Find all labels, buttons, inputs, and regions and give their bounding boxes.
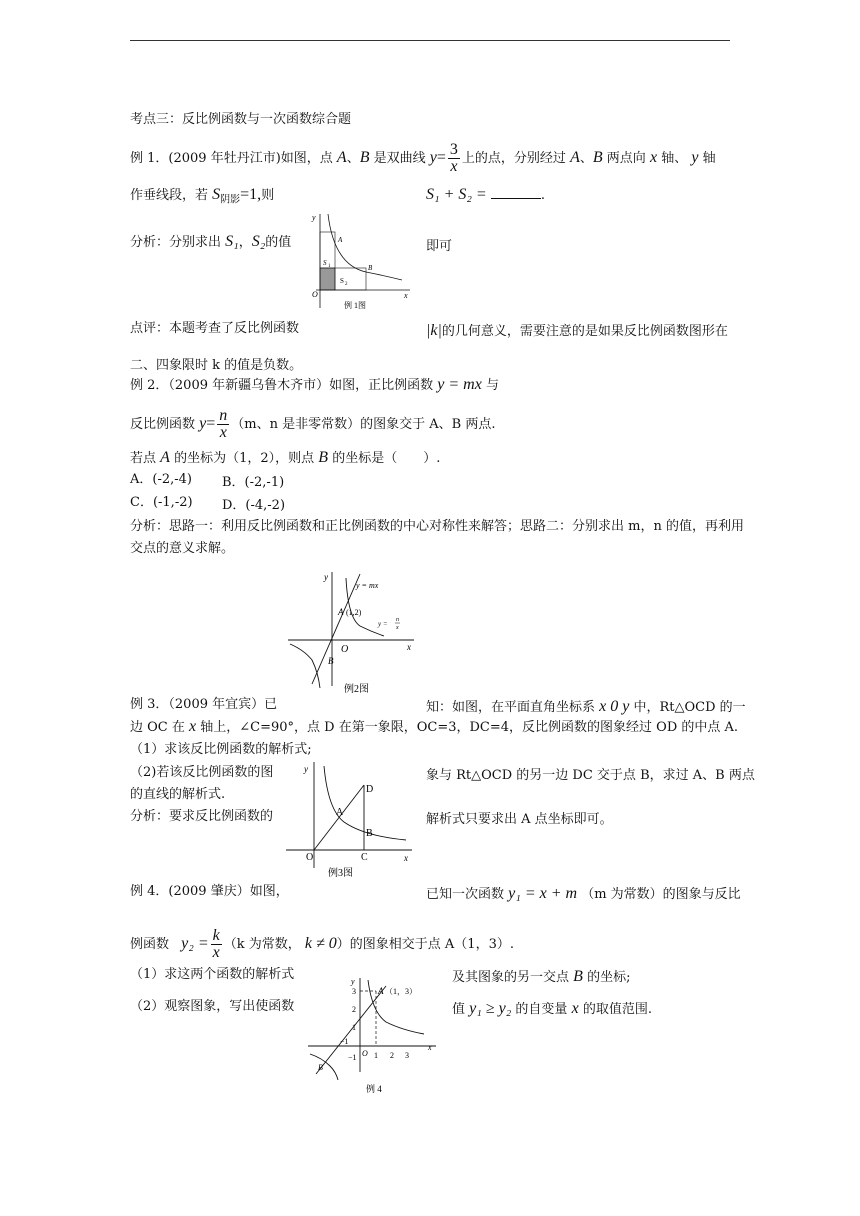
ex1-text: 轴 [702,151,716,166]
ex2-figure [286,568,420,696]
ex2-fig-point-label: (1,2) [346,608,362,617]
ex4-fig-a-label: A [378,986,384,996]
ex4-var-x: x [571,1000,579,1017]
ex3-analysis-right: 解析式只要求出 A 点坐标即可。 [426,812,613,827]
ex3-coord-system: x 0 y [599,698,630,715]
ex2-line1 [130,376,499,395]
ex4-figure [306,972,446,1096]
ex2-analysis2: 交点的意义求解。 [130,541,235,556]
ex2-fig-caption: 例2图 [344,684,369,695]
ex2-eq2-eq: = [206,415,216,432]
ex2-fig-b-label: B [328,656,334,666]
ex4-frac-den: x [212,944,220,961]
ex3-text: 例 3．（2009 年宜宾）已 [130,697,278,712]
ex4-fig-tick-y2: 2 [352,1005,356,1014]
ex2-line2 [130,408,495,441]
ex3-line2 [130,718,738,737]
ex1-point-b: B [592,149,603,166]
ex3-analysis: 分析：要求反比例函数的 [130,809,274,824]
ex1-point-a: A [570,149,580,166]
ex1-axis-x: x [649,149,658,166]
ex2-option-c: C．(-1,-2) [130,495,193,510]
ex4-text: 例函数 [130,937,170,952]
ex4-fig-x-label: x [428,1043,432,1052]
ex1-s2: S₂ [251,233,266,250]
ex2-fraction [217,408,229,441]
ex2-fig-a-label: A [338,607,344,617]
ex3-fig-caption: 例3图 [328,868,353,879]
ex2-option-a: A．(-2,-4) [130,472,192,487]
ex1-fig-b-label: B [368,264,373,272]
ex4-condition: k ≠ 0 [304,935,337,952]
ex2-text: 与 [485,378,499,393]
ex2-fig-line-label: y = mx [356,581,379,590]
ex2-frac-den: x [219,424,227,441]
ex3-text: 中，Rt△OCD 的一 [633,700,746,715]
ex4-q2: （2）观察图象，写出使函数 [130,999,295,1014]
ex4-fig-y-label: y [351,977,355,986]
ex4-eq1: y₁ = x + m [508,885,578,902]
ex1-point-b: B [359,149,370,166]
ex4-inequality: y₁ ≥ y₂ [469,1000,512,1017]
ex3-q2: （2)若该反比例函数的图 [130,765,274,780]
ex1-comment-b [426,320,728,340]
ex2-text: 例 2．（2009 年新疆乌鲁木齐市）如图，正比例函数 [130,378,434,393]
ex4-fig-tick-x2: 2 [390,1051,394,1060]
ex4-fig-tick-xm1: −1 [340,1037,349,1046]
ex1-s1: S₁ [225,233,239,250]
ex1-text: 分析：分别求出 [130,235,222,250]
ex1-text: 两点向 [606,151,646,166]
ex1-fig-x-label: x [404,291,408,300]
ex1-fig-s1-sub: 1 [328,264,331,269]
ex1-frac-num: 3 [449,141,458,158]
ex3-fig-origin-label: O [306,852,314,863]
ex4-fig-tick-x3: 3 [405,1051,409,1060]
ex1-fig-s1-label: S [323,259,327,267]
ex4-point-b: B [573,968,583,985]
ex4-line1: 例 4．(2009 肇庆）如图， [130,884,289,899]
ex4-text: 的取值范围. [582,1002,652,1017]
ex1-fig-caption: 例 1图 [344,301,366,310]
ex4-text: ）的图象相交于点 A（1，3）. [336,937,514,952]
ex1-analysis [130,233,291,252]
ex1-text: 上的点，分别经过 [461,151,566,166]
ex4-fig-origin-label: O [362,1049,368,1058]
ex2-analysis1: 分析：思路一：利用反比例函数和正比例函数的中心对称性来解答；思路二：分别求出 m，n 的值，再利用 [130,519,744,534]
ex1-axis-y: y [691,149,699,166]
ex1-comment-c: 二、四象限时 k 的值是负数。 [130,358,303,373]
ex4-fig-tick-y3: 3 [352,987,356,996]
ex4-line2 [130,928,514,961]
ex1-fig-s2-sub: 2 [345,282,348,287]
ex1-k-abs: |k| [426,322,442,339]
ex1-fraction [448,142,460,175]
ex2-fig-x-label: x [407,642,411,652]
ex4-fig-caption: 例 4 [366,1084,382,1094]
ex1-fig-origin-label: O [312,290,318,299]
ex2-text: 的坐标是（ ）. [332,451,441,466]
ex1-text: 作垂线段，若 [130,188,209,203]
ex4-text: （m 为常数）的图象与反比 [581,887,741,902]
ex2-fig-curve-num: n [396,617,399,623]
ex1-frac-den: x [450,158,458,175]
ex1-comma: ， [238,235,252,250]
ex1-eq: = [436,149,446,166]
ex4-text: （k 为常数， [223,937,301,952]
ex1-text: 的几何意义，需要注意的是如果反比例函数图形在 [441,324,728,339]
ex1-period: . [540,188,545,203]
ex1-fig-s2-label: S [340,277,344,285]
ex4-q2-right [452,998,652,1018]
ex2-text: 反比例函数 [130,417,196,432]
ex3-text: 轴上，∠C=90°，点 D 在第一象限，OC=3，DC=4，反比例函数的图象经过 OD 的中点 A. [200,720,739,735]
ex4-frac-num: k [212,927,220,944]
ex2-text: 的坐标为（1，2），则点 [174,451,315,466]
ex4-fig-tick-ym1: −1 [348,1053,357,1062]
ex1-s-shadow-val: =1, [240,186,262,203]
ex1-text: 则 [261,188,275,203]
ex4-fig-b-label: B [318,1063,323,1072]
section-title: 考点三：反比例函数与一次函数综合题 [130,112,352,127]
ex1-fig-y-label: y [312,213,316,222]
ex1-text: 的值 [265,235,292,250]
ex3-text: 边 OC 在 [130,720,185,735]
ex4-text: 值 [452,1002,466,1017]
ex4-eq2-y: y₂ = [181,935,209,952]
ex4-line1-right [426,883,741,903]
ex1-line1 [130,142,716,175]
ex1-comment [130,320,299,338]
ex2-text: （m、n 是非零常数）的图象交于 A、B 两点. [231,417,496,432]
ex3-fig-d-label: D [366,784,374,795]
ex2-frac-num: n [219,407,228,424]
ex2-option-d: D．(-4,-2) [222,498,286,513]
header-rule [130,40,730,41]
ex1-sum [426,186,545,204]
ex4-text: 的自变量 [515,1002,568,1017]
ex1-text: 例 1．(2009 年牡丹江市)如图，点 [130,151,333,166]
ex3-line1-right [426,696,746,716]
ex2-fig-curve-den: x [396,625,399,631]
ex4-q1: （1）求这两个函数的解析式 [130,967,295,982]
ex1-text: 是双曲线 [373,151,426,166]
ex2-text: 若点 [130,451,157,466]
ex1-sep: 、 [579,151,593,166]
ex3-line1 [130,696,277,714]
ex1-sum-expr: S₁ + S₂ = [426,186,487,203]
ex1-analysis-end: 即可 [426,239,453,254]
ex2-eq1: y = mx [437,376,482,393]
ex3-fig-b-label: B [366,828,373,839]
ex4-text: 及其图象的另一交点 [452,970,570,985]
ex1-s-shadow: S [212,186,221,203]
ex2-option-b: B．(-2,-1) [222,475,285,490]
ex3-q1: （1）求该反比例函数的解析式; [130,742,312,757]
ex2-fig-origin-label: O [341,644,349,655]
ex1-figure [306,210,416,314]
ex1-fig-a-label: A [338,236,343,244]
ex2-fig-y-label: y [324,572,328,582]
ex3-fig-x-label: x [404,853,408,863]
ex1-answer-blank [491,186,541,199]
ex2-fig-curve-label: y = [378,620,388,628]
ex1-sep: 、 [346,151,360,166]
ex3-fig-a-label: A [336,807,344,818]
ex1-curve-y: y [429,149,437,166]
ex4-text: 的坐标; [587,970,631,985]
ex4-fig-tick-x1: 1 [374,1051,378,1060]
ex1-s-shadow-sub: 阴影 [220,194,241,206]
ex3-q2-right: 象与 Rt△OCD 的另一边 DC 交于点 B，求过 A、B 两点 [426,768,755,783]
ex4-fig-tick-y1: 1 [352,1023,356,1032]
ex3-text: 知：如图，在平面直角坐标系 [426,700,596,715]
ex2-line3 [130,449,440,468]
ex4-fig-point-label: （1，3） [385,987,417,996]
ex4-fraction [211,928,222,961]
ex3-fig-y-label: y [304,764,308,774]
ex2-point-a: A [160,449,170,466]
ex2-point-b: B [318,449,329,466]
ex4-text: 已知一次函数 [426,887,505,902]
ex1-text: 轴、 [661,151,688,166]
ex3-figure [284,760,416,886]
ex3-q2-end: 的直线的解析式. [130,787,226,802]
ex3-fig-c-label: C [361,852,368,863]
ex1-point-a: A [336,149,347,166]
ex3-axis-x: x [189,718,197,735]
ex1-text: 点评：本题考查了反比例函数 [130,321,300,336]
ex2-eq2-y: y [199,415,207,432]
ex1-line2 [130,186,274,210]
ex4-q1-right [452,966,630,986]
